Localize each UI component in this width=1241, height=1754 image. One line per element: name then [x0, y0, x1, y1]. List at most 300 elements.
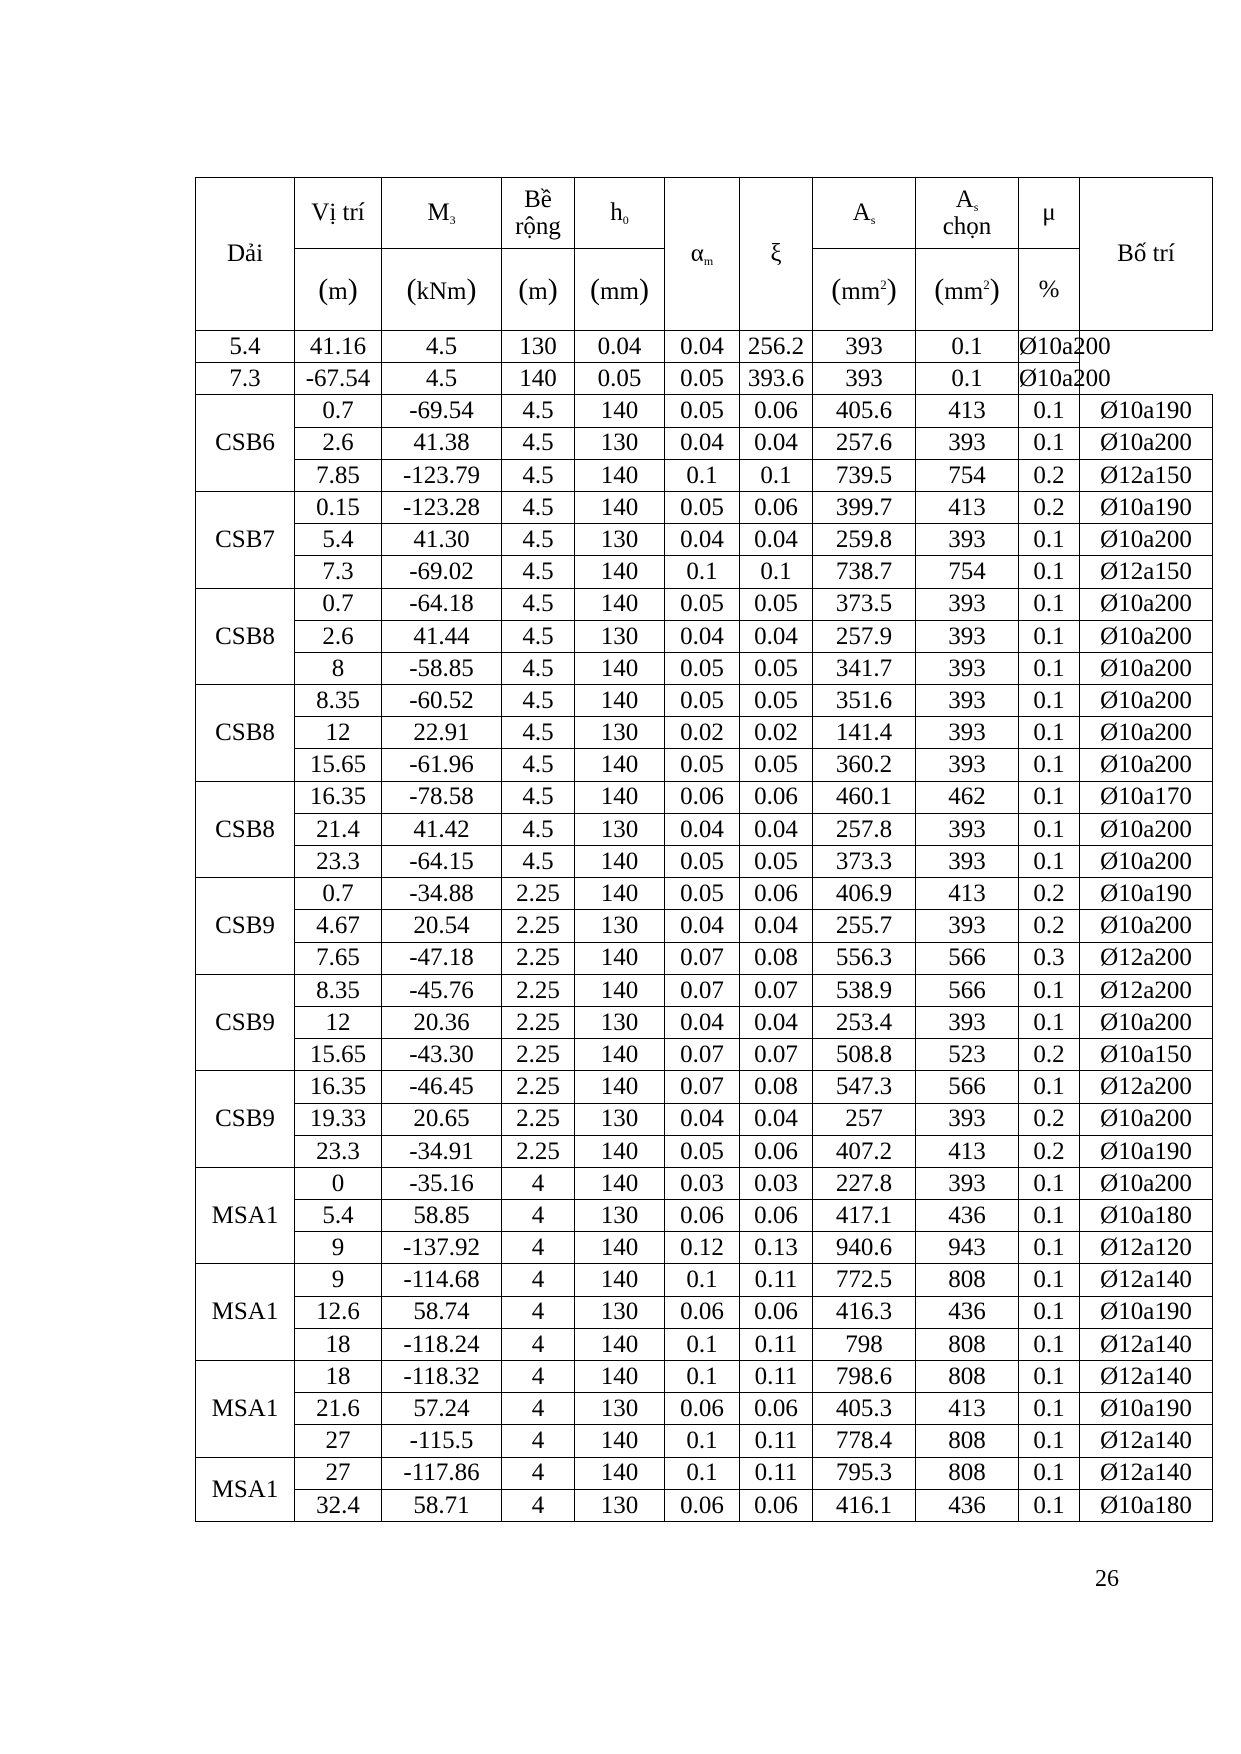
table-cell: -34.88 — [382, 878, 502, 910]
table-cell: 0.12 — [665, 1232, 740, 1264]
table-row — [196, 1361, 1213, 1393]
table-cell: 9 — [295, 1264, 382, 1296]
table-cell: Ø10a200 — [1080, 749, 1213, 781]
table-row — [196, 1296, 1213, 1328]
table-cell: 413 — [916, 395, 1019, 427]
table-cell: 0.04 — [665, 524, 740, 556]
table-cell: 0.07 — [665, 942, 740, 974]
table-row — [196, 813, 1213, 845]
table-cell: 393.6 — [740, 363, 813, 395]
table-cell: -64.15 — [382, 846, 502, 878]
table-cell: 8.35 — [295, 685, 382, 717]
table-cell: 0.7 — [295, 878, 382, 910]
table-cell: 0.07 — [665, 1039, 740, 1071]
table-cell: 0.05 — [665, 1135, 740, 1167]
table-cell: 413 — [916, 491, 1019, 523]
table-cell: -67.54 — [295, 363, 382, 395]
table-cell: 0.02 — [665, 717, 740, 749]
table-row — [196, 1393, 1213, 1425]
table-cell: 547.3 — [813, 1071, 916, 1103]
table-cell: 0.1 — [665, 459, 740, 491]
table-cell: 0.1 — [1019, 556, 1080, 588]
group-label: CSB8 — [196, 781, 295, 878]
table-cell: Ø10a190 — [1080, 878, 1213, 910]
table-cell: -117.86 — [382, 1457, 502, 1489]
table-cell: 140 — [575, 685, 665, 717]
table-cell: 58.85 — [382, 1200, 502, 1232]
table-cell: 0.06 — [665, 781, 740, 813]
table-cell: 0.06 — [740, 781, 813, 813]
table-cell: 27 — [295, 1425, 382, 1457]
table-cell: 0.15 — [295, 491, 382, 523]
table-cell: 0.04 — [665, 1103, 740, 1135]
table-cell: 23.3 — [295, 1135, 382, 1167]
table-row — [196, 1039, 1213, 1071]
table-cell: 0.1 — [1019, 1167, 1080, 1199]
table-cell: 20.36 — [382, 1006, 502, 1038]
table-cell: 130 — [575, 1200, 665, 1232]
table-cell: Ø12a140 — [1080, 1457, 1213, 1489]
table-cell: 0.1 — [665, 1457, 740, 1489]
group-label: MSA1 — [196, 1264, 295, 1361]
table-cell: Ø10a200 — [1080, 588, 1213, 620]
table-cell: 4.5 — [502, 781, 575, 813]
reinforcement-table — [195, 177, 1213, 1522]
header-m3: M3 — [382, 178, 502, 249]
table-cell: -47.18 — [382, 942, 502, 974]
table-cell: 140 — [575, 652, 665, 684]
header-alpha-m: αm — [665, 178, 740, 331]
table-cell: Ø10a200 — [1080, 685, 1213, 717]
table-cell: 0.07 — [665, 1071, 740, 1103]
table-cell: 256.2 — [740, 331, 813, 363]
table-cell: 140 — [575, 942, 665, 974]
table-cell: 4 — [502, 1264, 575, 1296]
header-as: As — [813, 178, 916, 249]
table-cell: -78.58 — [382, 781, 502, 813]
table-cell: Ø10a190 — [1080, 1393, 1213, 1425]
table-cell: 0.1 — [1019, 1232, 1080, 1264]
group-label: MSA1 — [196, 1167, 295, 1264]
table-cell: -34.91 — [382, 1135, 502, 1167]
table-cell: 8.35 — [295, 974, 382, 1006]
table-cell: 20.54 — [382, 910, 502, 942]
table-cell: 140 — [575, 491, 665, 523]
table-cell: Ø12a150 — [1080, 459, 1213, 491]
table-cell: 4.5 — [502, 395, 575, 427]
table-cell: 0.2 — [1019, 1039, 1080, 1071]
table-cell: 5.4 — [295, 1200, 382, 1232]
table-cell: 0.05 — [740, 749, 813, 781]
table-cell: 0.11 — [740, 1264, 813, 1296]
table-cell: 4.5 — [502, 749, 575, 781]
table-row — [196, 491, 1213, 523]
table-cell: 4 — [502, 1425, 575, 1457]
table-cell: 0.13 — [740, 1232, 813, 1264]
table-cell: 0.1 — [1019, 1264, 1080, 1296]
table-row — [196, 1071, 1213, 1103]
table-cell: 140 — [575, 1361, 665, 1393]
table-cell: 2.25 — [502, 1135, 575, 1167]
table-cell: 436 — [916, 1489, 1019, 1521]
table-cell: 7.65 — [295, 942, 382, 974]
table-cell: -115.5 — [382, 1425, 502, 1457]
table-cell: 2.25 — [502, 974, 575, 1006]
table-cell: 0.04 — [740, 620, 813, 652]
table-cell: 20.65 — [382, 1103, 502, 1135]
table-cell: 0.1 — [1019, 652, 1080, 684]
table-cell: 58.71 — [382, 1489, 502, 1521]
table-cell: 140 — [575, 1328, 665, 1360]
table-cell: 0.1 — [1019, 588, 1080, 620]
unit-vi-tri: (m) — [295, 249, 382, 331]
group-label: CSB9 — [196, 974, 295, 1071]
table-cell: 0.05 — [665, 363, 740, 395]
table-cell: 754 — [916, 459, 1019, 491]
unit-as-chon: $(mm^2)$ — [916, 249, 1019, 331]
table-cell: 18 — [295, 1328, 382, 1360]
table-cell: -46.45 — [382, 1071, 502, 1103]
table-cell: Ø10a200 — [1080, 1103, 1213, 1135]
table-cell: Ø10a180 — [1080, 1200, 1213, 1232]
group-label: CSB9 — [196, 878, 295, 975]
table-cell: 0.11 — [740, 1457, 813, 1489]
group-label: CSB7 — [196, 491, 295, 588]
table-cell: 2.25 — [502, 1006, 575, 1038]
table-row — [196, 878, 1213, 910]
table-cell: 407.2 — [813, 1135, 916, 1167]
table-cell: 57.24 — [382, 1393, 502, 1425]
table-cell: 41.44 — [382, 620, 502, 652]
table-cell: 0.1 — [1019, 395, 1080, 427]
table-cell: 795.3 — [813, 1457, 916, 1489]
table-cell: Ø12a140 — [1080, 1361, 1213, 1393]
table-cell: -69.54 — [382, 395, 502, 427]
table-cell: 0.04 — [575, 331, 665, 363]
table-cell: 140 — [575, 1167, 665, 1199]
table-cell: 405.6 — [813, 395, 916, 427]
table-cell: 0.04 — [665, 620, 740, 652]
table-cell: 0.1 — [665, 1264, 740, 1296]
table-cell: 27 — [295, 1457, 382, 1489]
table-cell: 0.1 — [1019, 1200, 1080, 1232]
table-cell: 393 — [916, 1006, 1019, 1038]
table-cell: 7.85 — [295, 459, 382, 491]
table-cell: 0.06 — [665, 1393, 740, 1425]
table-cell: 0.1 — [1019, 427, 1080, 459]
table-cell: 41.38 — [382, 427, 502, 459]
group-label: CSB8 — [196, 588, 295, 685]
table-cell: 19.33 — [295, 1103, 382, 1135]
table-cell: 41.42 — [382, 813, 502, 845]
table-cell: 253.4 — [813, 1006, 916, 1038]
table-cell: 0.2 — [1019, 459, 1080, 491]
table-cell: 0.11 — [740, 1425, 813, 1457]
table-cell: 4.5 — [502, 652, 575, 684]
table-cell: 2.6 — [295, 427, 382, 459]
table-cell: 566 — [916, 942, 1019, 974]
table-cell: 0.05 — [665, 652, 740, 684]
table-cell: 2.25 — [502, 1071, 575, 1103]
table-cell: 130 — [575, 910, 665, 942]
table-cell: 9 — [295, 1232, 382, 1264]
table-cell: 808 — [916, 1328, 1019, 1360]
table-cell: 257.8 — [813, 813, 916, 845]
table-cell: 0.02 — [740, 717, 813, 749]
table-cell: 4 — [502, 1167, 575, 1199]
table-cell: -123.28 — [382, 491, 502, 523]
table-cell: Ø12a120 — [1080, 1232, 1213, 1264]
table-cell: 416.3 — [813, 1296, 916, 1328]
table-cell: 12.6 — [295, 1296, 382, 1328]
table-row — [196, 1457, 1213, 1489]
table-row — [196, 395, 1213, 427]
group-label: CSB6 — [196, 395, 295, 492]
table-row — [196, 524, 1213, 556]
table-cell: Ø10a190 — [1080, 1135, 1213, 1167]
table-cell: 0.1 — [1019, 749, 1080, 781]
table-cell: 130 — [575, 1489, 665, 1521]
table-cell: 0 — [295, 1167, 382, 1199]
table-cell: 0.08 — [740, 1071, 813, 1103]
table-cell: -64.18 — [382, 588, 502, 620]
table-cell: 140 — [575, 556, 665, 588]
table-cell: 798.6 — [813, 1361, 916, 1393]
table-cell: 393 — [813, 363, 916, 395]
table-cell: 393 — [916, 749, 1019, 781]
table-cell: 0.04 — [740, 813, 813, 845]
table-cell: 18 — [295, 1361, 382, 1393]
table-cell: 373.3 — [813, 846, 916, 878]
unit-h0: (mm) — [575, 249, 665, 331]
table-cell: 23.3 — [295, 846, 382, 878]
table-cell: 12 — [295, 717, 382, 749]
table-cell: -118.24 — [382, 1328, 502, 1360]
header-vi-tri: Vị trí — [295, 178, 382, 249]
table-cell: 16.35 — [295, 1071, 382, 1103]
table-cell: 0.05 — [665, 878, 740, 910]
table-cell: 0.1 — [1019, 1489, 1080, 1521]
table-cell: 0.05 — [665, 395, 740, 427]
table-cell: 227.8 — [813, 1167, 916, 1199]
table-cell: 0.03 — [740, 1167, 813, 1199]
table-cell: 393 — [916, 620, 1019, 652]
table-cell: 523 — [916, 1039, 1019, 1071]
table-cell: 0.1 — [665, 556, 740, 588]
table-cell: 21.6 — [295, 1393, 382, 1425]
table-cell: 259.8 — [813, 524, 916, 556]
table-cell: 0.06 — [740, 395, 813, 427]
table-row — [196, 427, 1213, 459]
table-cell: 0.1 — [1019, 1425, 1080, 1457]
table-cell: 4.5 — [502, 685, 575, 717]
table-cell: 0.1 — [1019, 813, 1080, 845]
table-cell: Ø12a200 — [1080, 974, 1213, 1006]
table-cell: 508.8 — [813, 1039, 916, 1071]
table-cell: 130 — [575, 427, 665, 459]
table-row — [196, 1425, 1213, 1457]
table-cell: 140 — [575, 878, 665, 910]
table-cell: 0.2 — [1019, 878, 1080, 910]
unit-m3: (kNm) — [382, 249, 502, 331]
header-be-rong: Bề rộng — [502, 178, 575, 249]
table-cell: 140 — [575, 1425, 665, 1457]
table-cell: Ø10a180 — [1080, 1489, 1213, 1521]
table-cell: 436 — [916, 1296, 1019, 1328]
table-cell: 393 — [916, 1167, 1019, 1199]
table-cell: 399.7 — [813, 491, 916, 523]
table-cell: 257.6 — [813, 427, 916, 459]
table-cell: Ø12a140 — [1080, 1328, 1213, 1360]
table-cell: Ø10a200 — [1080, 846, 1213, 878]
table-cell: 4 — [502, 1200, 575, 1232]
table-cell: 41.16 — [295, 331, 382, 363]
table-cell: Ø12a200 — [1080, 942, 1213, 974]
table-cell: 0.06 — [740, 1296, 813, 1328]
header-h0: h0 — [575, 178, 665, 249]
table-cell: -61.96 — [382, 749, 502, 781]
table-cell: 15.65 — [295, 749, 382, 781]
table-cell: 140 — [575, 1135, 665, 1167]
table-cell: 130 — [575, 1006, 665, 1038]
table-cell: 0.06 — [740, 491, 813, 523]
table-cell: 940.6 — [813, 1232, 916, 1264]
table-cell: 4.5 — [502, 427, 575, 459]
table-row — [196, 1328, 1213, 1360]
table-cell: 4.5 — [502, 524, 575, 556]
table-cell: -45.76 — [382, 974, 502, 1006]
table-cell: 0.05 — [665, 846, 740, 878]
table-cell: 0.04 — [665, 1006, 740, 1038]
table-cell: 0.11 — [740, 1361, 813, 1393]
table-cell: 4 — [502, 1296, 575, 1328]
group-label: CSB8 — [196, 685, 295, 782]
table-cell: 5.4 — [295, 524, 382, 556]
table-cell: 393 — [916, 524, 1019, 556]
table-cell: 0.1 — [916, 331, 1019, 363]
header-mu: μ — [1019, 178, 1080, 249]
table-row — [196, 1232, 1213, 1264]
table-row — [196, 459, 1213, 491]
table-cell: 373.5 — [813, 588, 916, 620]
table-cell: 566 — [916, 974, 1019, 1006]
table-cell: 0.1 — [1019, 524, 1080, 556]
table-cell: 0.2 — [1019, 910, 1080, 942]
table-cell: Ø10a200 — [1080, 910, 1213, 942]
table-cell: 4.5 — [502, 813, 575, 845]
table-cell: 0.1 — [740, 556, 813, 588]
table-cell: 0.06 — [740, 1393, 813, 1425]
table-cell: 0.05 — [740, 588, 813, 620]
table-cell: 140 — [575, 974, 665, 1006]
table-row — [196, 942, 1213, 974]
table-cell: 0.05 — [665, 491, 740, 523]
table-cell: 5.4 — [196, 331, 295, 363]
header-bo-tri: Bố trí — [1080, 178, 1213, 331]
table-cell: 4.5 — [382, 331, 502, 363]
table-cell: 4 — [502, 1361, 575, 1393]
table-cell: 393 — [916, 685, 1019, 717]
table-cell: 7.3 — [196, 363, 295, 395]
table-cell: 0.1 — [1019, 717, 1080, 749]
table-cell: 0.1 — [1019, 685, 1080, 717]
table-cell: 0.11 — [740, 1328, 813, 1360]
table-cell: 0.1 — [916, 363, 1019, 395]
table-cell: 393 — [916, 846, 1019, 878]
table-cell: 130 — [575, 717, 665, 749]
table-cell: 393 — [916, 652, 1019, 684]
table-cell: 4.5 — [502, 846, 575, 878]
table-cell: 0.04 — [740, 1006, 813, 1038]
table-cell: 0.05 — [740, 846, 813, 878]
table-row — [196, 1264, 1213, 1296]
table-row — [196, 846, 1213, 878]
table-cell: 808 — [916, 1361, 1019, 1393]
table-row — [196, 620, 1213, 652]
table-cell: 140 — [575, 395, 665, 427]
table-cell: 754 — [916, 556, 1019, 588]
table-cell: 0.1 — [1019, 1328, 1080, 1360]
table-cell: 416.1 — [813, 1489, 916, 1521]
table-cell: 4.5 — [502, 620, 575, 652]
table-cell: 808 — [916, 1457, 1019, 1489]
table-cell: -123.79 — [382, 459, 502, 491]
table-cell: 0.04 — [740, 524, 813, 556]
table-cell: 360.2 — [813, 749, 916, 781]
table-cell: 0.07 — [740, 974, 813, 1006]
table-cell: 140 — [575, 459, 665, 491]
table-cell: 4 — [502, 1328, 575, 1360]
table-cell: Ø10a200 — [1080, 524, 1213, 556]
table-cell: 0.05 — [740, 652, 813, 684]
table-cell: -118.32 — [382, 1361, 502, 1393]
table-row — [196, 1135, 1213, 1167]
table-cell: 2.25 — [502, 1039, 575, 1071]
table-row — [196, 556, 1213, 588]
header-as-chon: As chọn — [916, 178, 1019, 249]
table-cell: Ø12a140 — [1080, 1425, 1213, 1457]
table-cell: 22.91 — [382, 717, 502, 749]
table-cell: -60.52 — [382, 685, 502, 717]
table-cell: 0.2 — [1019, 1103, 1080, 1135]
table-cell: 140 — [575, 1232, 665, 1264]
table-cell: 0.3 — [1019, 942, 1080, 974]
table-cell: 140 — [502, 363, 575, 395]
table-cell: 2.6 — [295, 620, 382, 652]
table-cell: 406.9 — [813, 878, 916, 910]
table-cell: 130 — [575, 813, 665, 845]
table-cell: 0.05 — [665, 588, 740, 620]
table-cell: Ø10a200 — [1080, 652, 1213, 684]
table-row — [196, 781, 1213, 813]
table-cell: 0.04 — [665, 331, 740, 363]
table-cell: 130 — [575, 1103, 665, 1135]
table-cell: 0.1 — [665, 1328, 740, 1360]
table-cell: 130 — [502, 331, 575, 363]
table-cell: 140 — [575, 1264, 665, 1296]
table-cell: 0.05 — [665, 685, 740, 717]
table-cell: 0.1 — [1019, 1361, 1080, 1393]
table-cell: 436 — [916, 1200, 1019, 1232]
table-cell: 0.05 — [740, 685, 813, 717]
table-row — [196, 749, 1213, 781]
table-cell: 0.03 — [665, 1167, 740, 1199]
table-cell: Ø12a140 — [1080, 1264, 1213, 1296]
table-cell: Ø10a150 — [1080, 1039, 1213, 1071]
table-cell: 0.06 — [740, 1200, 813, 1232]
table-cell: 16.35 — [295, 781, 382, 813]
table-cell: 0.04 — [665, 813, 740, 845]
